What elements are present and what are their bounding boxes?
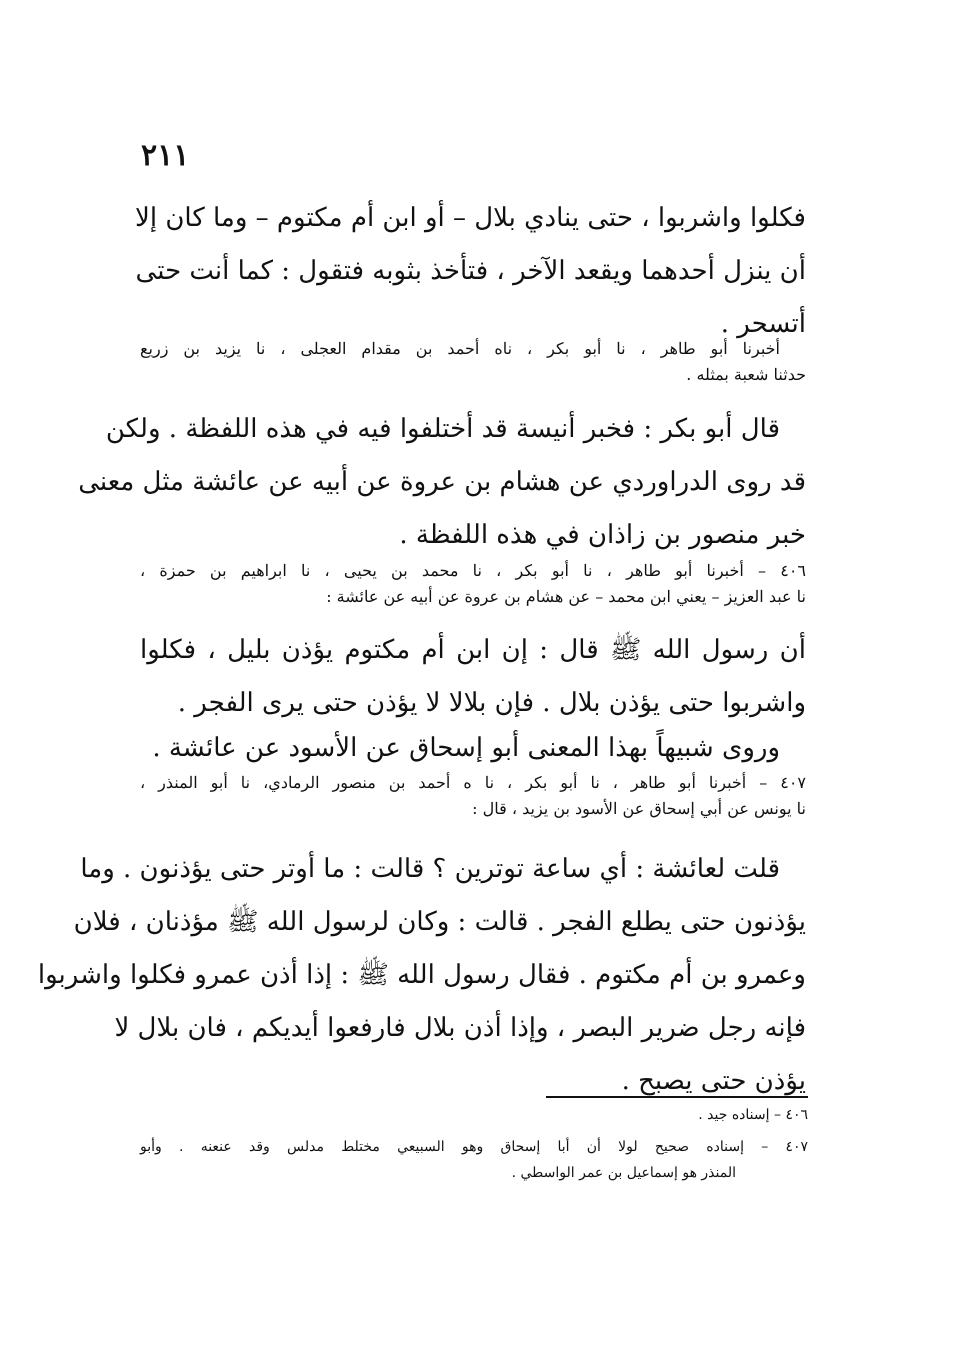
text-line: نا يونس عن أبي إسحاق عن الأسود بن يزيد ، قال : <box>472 799 806 818</box>
text-line: أن رسول الله ﷺ قال : إن ابن أم مكتوم يؤذن بليل ، فكلوا <box>140 635 807 665</box>
text-line: أن ينزل أحدهما ويقعد الآخر ، فتأخذ بثوبه فتقول : كما أنت حتى <box>135 256 806 286</box>
page-number: ٢١١ <box>141 138 190 173</box>
text-line: ٤٠٧ – إسناده صحيح لولا أن أبا إسحاق وهو السبيعي مختلط مدلس وقد عنعنه . وأبو <box>140 1139 808 1155</box>
isnad-1 <box>140 336 806 388</box>
text-line: أخبرنا أبو طاهر ، نا أبو بكر ، ناه أحمد بن مقدام العجلى ، نا يزيد بن زريع <box>140 339 780 358</box>
text-line: واشربوا حتى يؤذن بلال . فإن بلالا لا يؤذن حتى يرى الفجر . <box>177 688 806 718</box>
text-line: حدثنا شعبة بمثله . <box>686 365 806 384</box>
footnote-407 <box>140 1134 808 1186</box>
hadith-407-isnad <box>140 770 806 822</box>
text-line: ٤٠٦ – أخبرنا أبو طاهر ، نا أبو بكر ، نا محمد بن يحيى ، نا ابراهيم بن حمزة ، <box>140 561 807 580</box>
text-line: قد روى الدراوردي عن هشام بن عروة عن أبيه عن عائشة مثل معنى <box>78 467 806 497</box>
text-line: وروى شبيهاً بهذا المعنى أبو إسحاق عن الأسود عن عائشة . <box>152 733 780 763</box>
text-line: خبر منصور بن زاذان في هذه اللفظة . <box>399 520 806 550</box>
text-line: يؤذنون حتى يطلع الفجر . قالت : وكان لرسول الله ﷺ مؤذنان ، فلان <box>73 907 806 937</box>
paragraph-5 <box>37 843 806 1108</box>
hadith-406-isnad <box>140 558 806 610</box>
text-line: ٤٠٦ – إسناده جيد . <box>698 1107 808 1123</box>
text-line: المنذر هو إسماعيل بن عمر الواسطي . <box>511 1165 736 1181</box>
text-line: أتسحر . <box>720 309 806 339</box>
footnote-separator <box>546 1096 808 1098</box>
text-line: وعمرو بن أم مكتوم . فقال رسول الله ﷺ : إذا أذن عمرو فكلوا واشربوا <box>37 960 806 990</box>
text-line: قلت لعائشة : أي ساعة توترين ؟ قالت : ما أوتر حتى يؤذنون . وما <box>80 854 780 884</box>
text-line: نا عبد العزيز – يعني ابن محمد – عن هشام بن عروة عن أبيه عن عائشة : <box>326 587 806 606</box>
text-line: قال أبو بكر : فخبر أنيسة قد أختلفوا فيه في هذه اللفظة . ولكن <box>105 414 780 444</box>
paragraph-1 <box>135 192 806 351</box>
text-line: ٤٠٧ – أخبرنا أبو طاهر ، نا أبو بكر ، نا ه أحمد بن منصور الرمادي، نا أبو المنذر ، <box>140 773 806 792</box>
paragraph-2 <box>78 403 806 562</box>
footnote-406 <box>140 1102 808 1128</box>
text-line: يؤذن حتى يصبح . <box>621 1066 806 1096</box>
text-line: فإنه رجل ضرير البصر ، وإذا أذن بلال فارفعوا أيديكم ، فان بلال لا <box>114 1013 806 1043</box>
paragraph-3 <box>140 624 806 730</box>
paragraph-4 <box>140 722 806 775</box>
text-line: فكلوا واشربوا ، حتى ينادي بلال – أو ابن أم مكتوم – وما كان إلا <box>135 203 806 233</box>
